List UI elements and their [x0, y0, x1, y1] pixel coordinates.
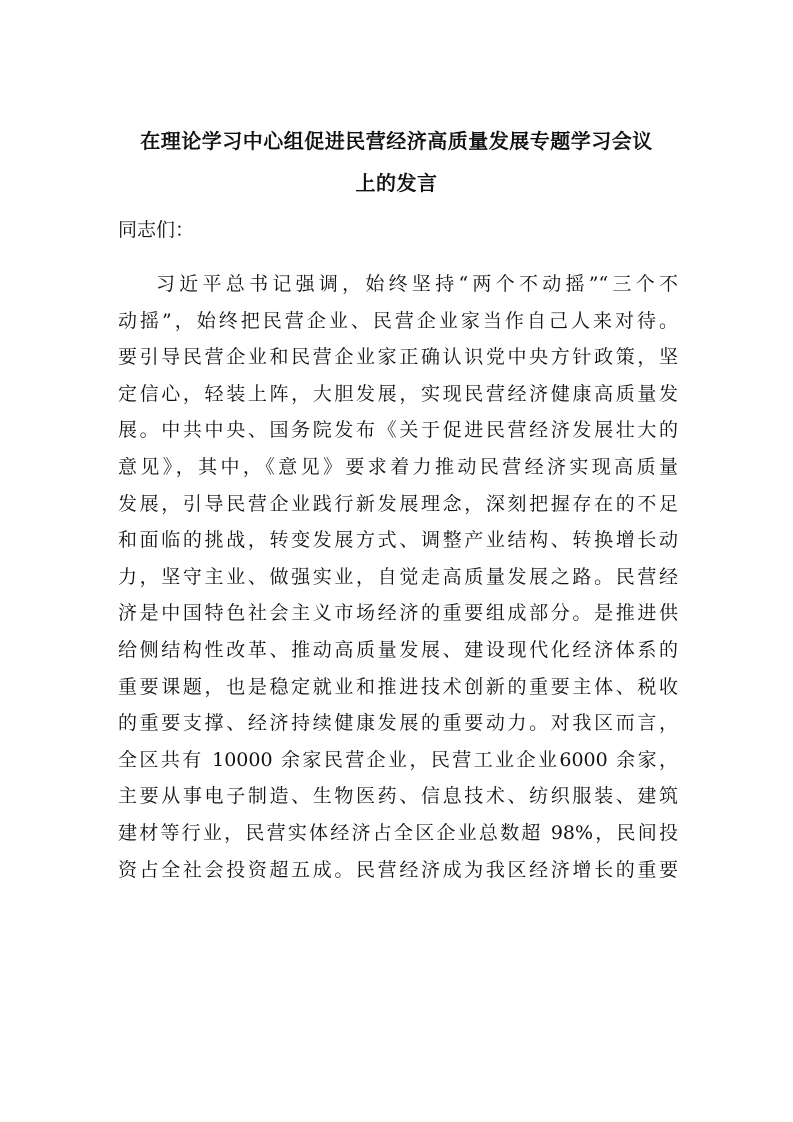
- body-line: 意见》，其中，《意见》要求着力推动民营经济实现高质量: [118, 455, 678, 478]
- body-line: 给侧结构性改革、推动高质量发展、建设现代化经济体系的: [118, 638, 678, 661]
- title-line-1: 在理论学习中心组促进民营经济高质量发展专题学习会议: [140, 129, 653, 153]
- body-line: 全区共有 10000 余家民营企业，民营工业企业6000 余家，: [118, 748, 678, 771]
- body-line: 要引导民营企业和民营企业家正确认识党中央方针政策，坚: [118, 346, 678, 369]
- body-line: 展。中共中央、国务院发布《关于促进民营经济发展壮大的: [118, 419, 678, 442]
- body-line: 力，坚守主业、做强实业，自觉走高质量发展之路。民营经: [118, 565, 678, 588]
- body-line: 主要从事电子制造、生物医药、信息技术、纺织服装、建筑: [118, 785, 678, 808]
- body-line: 发展，引导民营企业践行新发展理念，深刻把握存在的不足: [118, 492, 678, 515]
- body-line: 和面临的挑战，转变发展方式、调整产业结构、转换增长动: [118, 529, 678, 552]
- body-line: 资占全社会投资超五成。民营经济成为我区经济增长的重要: [118, 858, 678, 881]
- body-line: 定信心，轻装上阵，大胆发展，实现民营经济健康高质量发: [118, 382, 678, 405]
- document-title: [110, 120, 683, 204]
- body-line: 建材等行业，民营实体经济占全区企业总数超 98%，民间投: [118, 821, 678, 844]
- salutation: 同志们：: [118, 219, 195, 241]
- body-line: 习近平总书记强调，始终坚持“两个不动摇”“三个不: [156, 273, 678, 295]
- title-line-2: 上的发言: [355, 171, 438, 195]
- body-line: 动摇”，始终把民营企业、民营企业家当作自己人来对待。: [118, 309, 678, 332]
- body-line: 重要课题，也是稳定就业和推进技术创新的重要主体、税收: [118, 675, 678, 698]
- body-line: 济是中国特色社会主义市场经济的重要组成部分。是推进供: [118, 602, 678, 625]
- body-paragraph: [118, 266, 678, 888]
- body-line: 的重要支撑、经济持续健康发展的重要动力。对我区而言，: [118, 712, 678, 735]
